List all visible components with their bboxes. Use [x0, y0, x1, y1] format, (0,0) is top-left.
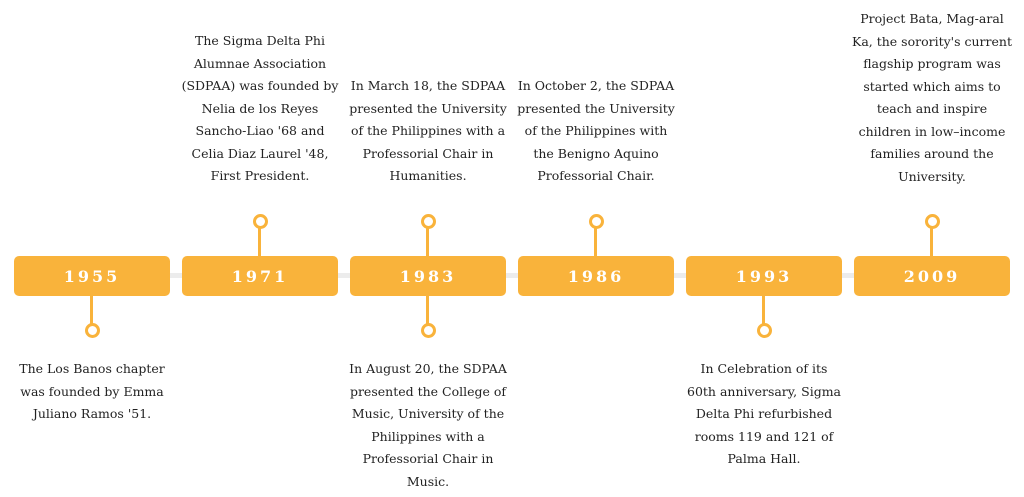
year-label: 2009 — [903, 266, 961, 286]
connector-down-1993 — [762, 296, 765, 324]
year-box-1986 — [518, 256, 674, 296]
event-text-1993: In Celebration of its 60th anniversary, Sigma Delta Phi refurbished rooms 119 and 121 of Palma Hall. — [687, 361, 841, 466]
year-box-1993 — [686, 256, 842, 296]
node-down-1955 — [85, 323, 100, 338]
year-label: 1955 — [63, 266, 121, 286]
node-down-1983 — [421, 323, 436, 338]
event-text-1986: In October 2, the SDPAA presented the University of the Philippines with the Benigno Aquino Professorial Chair. — [517, 78, 675, 183]
connector-down-1955 — [90, 296, 93, 324]
year-label: 1993 — [735, 266, 793, 286]
connector-up-1971 — [258, 228, 261, 256]
year-box-1971 — [182, 256, 338, 296]
event-text-1983-below: In August 20, the SDPAA presented the College of Music, University of the Philippines with a Professorial Chair in Music. — [349, 361, 507, 489]
connector-up-1983 — [426, 228, 429, 256]
connector-down-1983 — [426, 296, 429, 324]
node-down-1993 — [757, 323, 772, 338]
year-box-1983 — [350, 256, 506, 296]
event-text-1983-above: In March 18, the SDPAA presented the University of the Philippines with a Professorial Chair in Humanities. — [349, 78, 507, 183]
node-up-1986 — [589, 214, 604, 229]
node-up-1971 — [253, 214, 268, 229]
connector-up-2009 — [930, 228, 933, 256]
event-text-2009: Project Bata, Mag-aral Ka, the sorority's current flagship program was started which aims to teach and inspire children in low–income families around the University. — [852, 11, 1012, 184]
node-up-1983 — [421, 214, 436, 229]
year-label: 1983 — [399, 266, 457, 286]
year-box-1955 — [14, 256, 170, 296]
year-label: 1986 — [567, 266, 625, 286]
event-text-1955: The Los Banos chapter was founded by Emma Juliano Ramos '51. — [19, 361, 165, 421]
year-box-2009 — [854, 256, 1010, 296]
node-up-2009 — [925, 214, 940, 229]
event-text-1971: The Sigma Delta Phi Alumnae Association (SDPAA) was founded by Nelia de los Reyes Sancho-Liao '68 and Celia Diaz Laurel '48, First President. — [181, 33, 339, 183]
connector-up-1986 — [594, 228, 597, 256]
year-label: 1971 — [231, 266, 289, 286]
